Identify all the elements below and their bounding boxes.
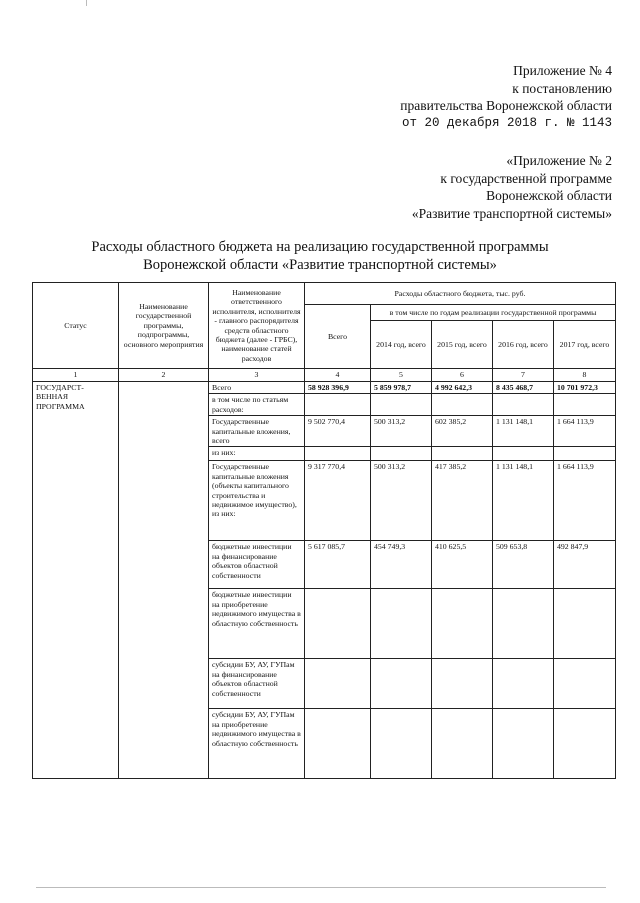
table-row (33, 382, 616, 394)
value-y2014: 454 749,3 (371, 541, 432, 589)
value-y2015: 417 385,2 (432, 461, 493, 541)
column-number: 4 (305, 369, 371, 382)
header-total: Всего (305, 305, 371, 369)
value-y2015: 602 385,2 (432, 416, 493, 447)
value-y2017 (554, 589, 616, 659)
expense-item-label: из них: (209, 447, 305, 461)
column-number: 3 (209, 369, 305, 382)
expense-item-label: бюджетные инвестиции на финансирование объектов областной собственности (209, 541, 305, 589)
value-y2015 (432, 589, 493, 659)
value-y2014: 5 859 978,7 (371, 382, 432, 394)
value-total (305, 447, 371, 461)
header-2015: 2015 год, всего (432, 321, 493, 369)
column-number: 8 (554, 369, 616, 382)
value-y2016: 1 131 148,1 (493, 461, 554, 541)
value-y2014 (371, 447, 432, 461)
header-by-years: в том числе по годам реализации государственной программы (371, 305, 616, 321)
value-y2016: 8 435 468,7 (493, 382, 554, 394)
document-title-line-2: Воронежской области «Развитие транспортной системы» (143, 257, 497, 273)
value-y2015 (432, 447, 493, 461)
value-y2016: 509 653,8 (493, 541, 554, 589)
header-name: Наименование государственной программы, подпрограммы, основного мероприятия (119, 283, 209, 369)
program-appendix-header (412, 152, 612, 222)
program-name-cell (119, 382, 209, 779)
expense-item-label: Всего (209, 382, 305, 394)
program-appendix-region: Воронежской области (486, 188, 612, 203)
appendix-date: от 20 декабря 2018 г. № 1143 (401, 115, 612, 130)
value-y2014 (371, 394, 432, 416)
column-number: 6 (432, 369, 493, 382)
expense-item-label: субсидии БУ, АУ, ГУПам на приобретение недвижимого имущества в областную собственность (209, 709, 305, 779)
value-y2017: 1 664 113,9 (554, 416, 616, 447)
expense-item-label: бюджетные инвестиции на приобретение недвижимого имущества в областную собственность (209, 589, 305, 659)
value-y2017 (554, 659, 616, 709)
value-total: 5 617 085,7 (305, 541, 371, 589)
program-appendix-ref: к государственной программе (440, 170, 612, 186)
value-total (305, 589, 371, 659)
appendix-authority: правительства Воронежской области (400, 98, 612, 113)
value-y2017 (554, 447, 616, 461)
value-y2016 (493, 659, 554, 709)
document-title (0, 238, 640, 274)
header-executor: Наименование ответственного исполнителя, исполнителя - главного распорядителя средств областного бюджета (далее - ГРБС), наименование статей расходов (209, 283, 305, 369)
value-total (305, 659, 371, 709)
appendix-number: Приложение № 4 (513, 63, 612, 78)
page-bottom-line (36, 887, 606, 888)
value-y2014 (371, 659, 432, 709)
status-cell: ГОСУДАРСТ-ВЕННАЯ ПРОГРАММА (33, 382, 119, 779)
value-y2016 (493, 394, 554, 416)
column-number: 7 (493, 369, 554, 382)
value-y2015 (432, 709, 493, 779)
expense-item-label: Государственные капитальные вложения (объекты капитального строительства и недвижимое имущество), из них: (209, 461, 305, 541)
value-y2014 (371, 709, 432, 779)
column-number: 5 (371, 369, 432, 382)
header-2017: 2017 год, всего (554, 321, 616, 369)
value-y2015 (432, 659, 493, 709)
expenses-table (32, 282, 616, 779)
value-y2014 (371, 589, 432, 659)
header-2016: 2016 год, всего (493, 321, 554, 369)
appendix-ref: к постановлению (512, 80, 612, 96)
value-y2017 (554, 709, 616, 779)
value-y2015: 4 992 642,3 (432, 382, 493, 394)
value-total (305, 709, 371, 779)
column-number-row (33, 369, 616, 382)
expense-item-label: субсидии БУ, АУ, ГУПам на финансирование объектов областной собственности (209, 659, 305, 709)
scan-mark (86, 0, 87, 6)
program-appendix-number: «Приложение № 2 (506, 153, 612, 168)
document-title-line-1: Расходы областного бюджета на реализацию государственной программы (91, 239, 549, 255)
value-y2017: 492 847,9 (554, 541, 616, 589)
value-total: 58 928 396,9 (305, 382, 371, 394)
header-row-1 (33, 283, 616, 305)
expense-item-label: в том числе по статьям расходов: (209, 394, 305, 416)
value-y2016 (493, 447, 554, 461)
value-y2017 (554, 394, 616, 416)
expense-item-label: Государственные капитальные вложения, всего (209, 416, 305, 447)
value-total: 9 502 770,4 (305, 416, 371, 447)
header-expenses: Расходы областного бюджета, тыс. руб. (305, 283, 616, 305)
column-number: 2 (119, 369, 209, 382)
value-y2014: 500 313,2 (371, 416, 432, 447)
header-status: Статус (33, 283, 119, 369)
value-y2016 (493, 709, 554, 779)
value-y2016: 1 131 148,1 (493, 416, 554, 447)
value-y2014: 500 313,2 (371, 461, 432, 541)
appendix-header (400, 62, 612, 132)
value-y2016 (493, 589, 554, 659)
column-number: 1 (33, 369, 119, 382)
value-y2017: 1 664 113,9 (554, 461, 616, 541)
value-total (305, 394, 371, 416)
value-total: 9 317 770,4 (305, 461, 371, 541)
header-2014: 2014 год, всего (371, 321, 432, 369)
program-appendix-name: «Развитие транспортной системы» (411, 205, 612, 221)
value-y2015 (432, 394, 493, 416)
value-y2015: 410 625,5 (432, 541, 493, 589)
value-y2017: 10 701 972,3 (554, 382, 616, 394)
